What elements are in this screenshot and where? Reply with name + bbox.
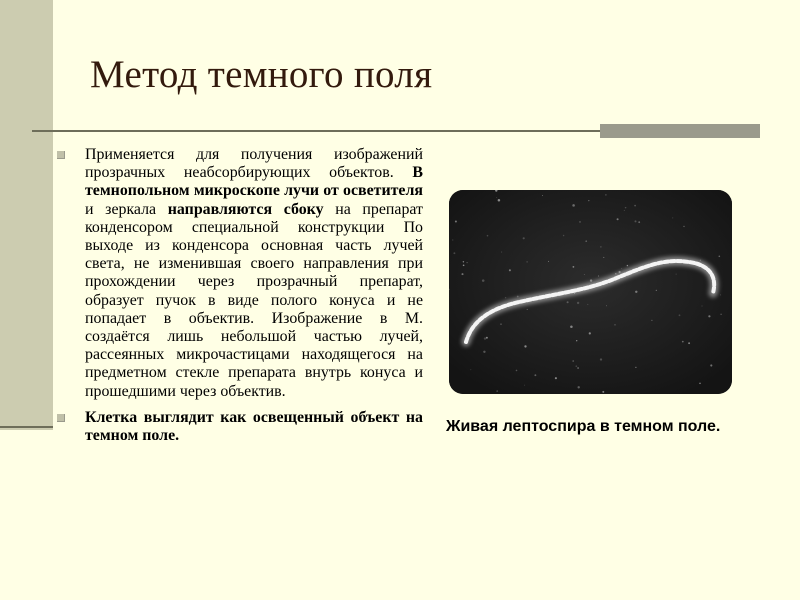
square-bullet-icon (57, 151, 65, 159)
bullet-item (57, 409, 423, 445)
slide-title: Метод темного поля (90, 53, 433, 96)
emphasis-text: В темнопольном микроскопе лучи от осветителя (85, 164, 423, 200)
body-text: на препарат конденсором специальной конструкции По выходе из конденсора основная часть лучей света, не изменившая своего направления при прохождении через прозрачный препарат, образует пучок в виде полого конуса и не попадает в объектив. Изображение в М. создаётся лишь небольшой частью лучей, рассеянных микрочастицами находящегося на предметном стекле препарата внутрь конуса и прошедшими через объектив. (85, 200, 423, 400)
conclusion-text (85, 409, 423, 445)
conclusion-bold: Клетка выглядит как освещенный объект на темном поле. (85, 408, 423, 445)
body-text: Применяется для получения изображений прозрачных неабсорбирующих объектов. (85, 146, 423, 182)
body-text: и зеркала (85, 200, 168, 218)
title-accent-block (600, 124, 760, 138)
leptospira-image (449, 190, 732, 394)
darkfield-micrograph (449, 190, 732, 394)
left-accent-divider (0, 426, 53, 428)
square-bullet-icon (57, 414, 65, 422)
emphasis-text: направляются сбоку (167, 200, 324, 218)
left-accent-bar (0, 0, 53, 430)
bullet-item (57, 146, 423, 401)
content-body (57, 146, 423, 445)
figure-caption: Живая лептоспира в темном поле. (446, 418, 721, 435)
method-description (85, 146, 423, 401)
